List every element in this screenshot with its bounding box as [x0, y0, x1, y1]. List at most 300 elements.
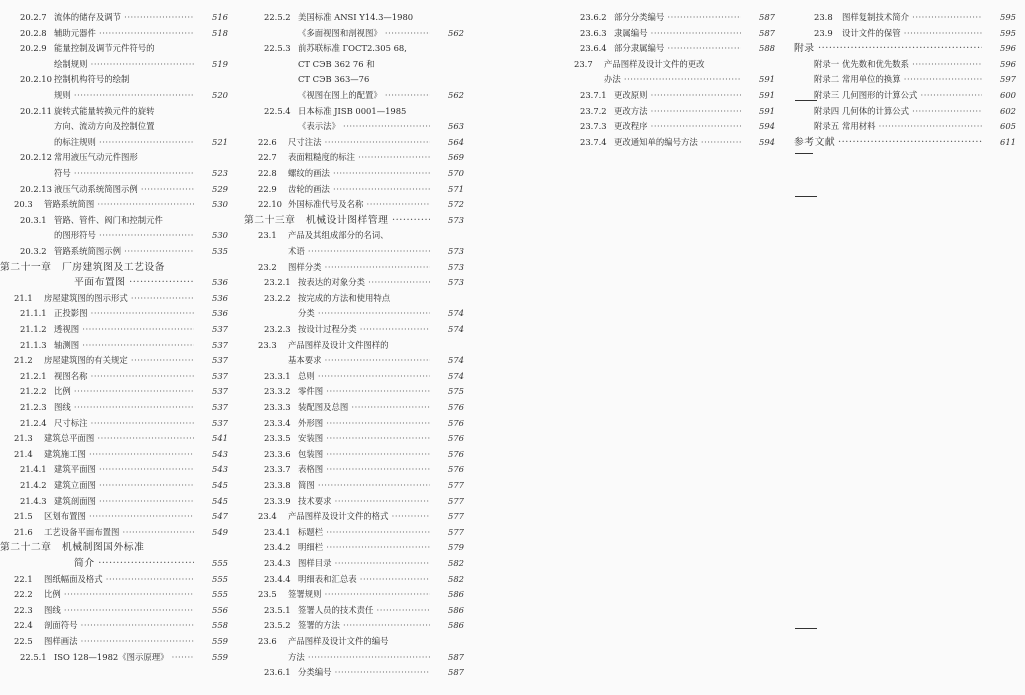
- toc-entry-page: 562: [448, 27, 464, 38]
- toc-entry-title: 房屋建筑图的图示形式 ·····: [44, 291, 194, 307]
- toc-entry-page: 573: [448, 214, 464, 225]
- toc-entry-number: 21.2.1: [20, 370, 47, 381]
- margin-rule-4: [795, 628, 817, 629]
- toc-entry: [244, 197, 464, 213]
- toc-entry-title: 辅助元器件 ·····: [54, 26, 194, 42]
- toc-entry-number: 20.2.9: [20, 43, 47, 54]
- toc-entry: [244, 260, 464, 276]
- toc-entry-page: 596: [1000, 58, 1016, 69]
- toc-entry: [244, 416, 464, 432]
- toc-entry-page: 530: [212, 199, 228, 210]
- toc-entry-title: 前苏联标准 ГОСТ2.305 68,: [298, 43, 407, 54]
- toc-entry-page: 591: [759, 90, 775, 100]
- toc-entry-page: 564: [448, 136, 464, 147]
- toc-entry-page: 588: [759, 43, 775, 54]
- toc-entry-title: 设计文件的保管 ·····: [842, 26, 982, 42]
- toc-entry-page: 519: [212, 58, 228, 69]
- toc-entry-title: 剖面符号 ·····: [44, 618, 194, 634]
- toc-entry: [244, 104, 464, 120]
- toc-entry-title: 控制机构符号的绘制: [54, 74, 130, 85]
- toc-entry: [244, 665, 464, 681]
- toc-entry-page: 587: [448, 651, 464, 662]
- toc-entry-page: 573: [448, 246, 464, 256]
- toc-entry: [0, 540, 228, 556]
- toc-entry-page: 576: [448, 417, 464, 428]
- toc-entry: [244, 634, 464, 650]
- toc-entry-number: 21.4.3: [20, 495, 47, 506]
- toc-entry-number: 21.1.3: [20, 339, 47, 350]
- toc-entry-number: 23.6: [258, 636, 277, 646]
- toc-entry-title: 隶属编号 ·····: [614, 26, 741, 42]
- toc-entry-page: 549: [212, 526, 228, 537]
- toc-entry-title: 更改程序 ·····: [614, 119, 741, 135]
- toc-entry-page: 555: [212, 573, 228, 584]
- toc-entry-title: 签署的方法 ·····: [298, 618, 430, 634]
- toc-entry-number: 23.3: [258, 339, 277, 350]
- toc-entry-number: 23.6.3: [580, 27, 607, 38]
- toc-entry-title: [818, 41, 982, 57]
- toc-entry-number: 23.1: [258, 230, 277, 241]
- toc-entry-page: 594: [759, 121, 775, 132]
- toc-entry-title: 技术要求 ·····: [298, 494, 430, 510]
- toc-entry: [794, 10, 1016, 26]
- toc-entry-number: 附录二: [814, 74, 840, 85]
- toc-entry-page: 569: [448, 152, 464, 163]
- toc-entry-title: 《多面视图和剖视图》 ·····: [298, 26, 430, 42]
- toc-entry: [794, 88, 1016, 104]
- toc-entry-title: 图纸幅面及格式 ·····: [44, 572, 194, 588]
- toc-entry-title: 《表示法》 ·····: [298, 119, 430, 135]
- toc-entry: [244, 525, 464, 541]
- toc-entry-number: 21.2.3: [20, 402, 47, 412]
- toc-entry-page: 574: [448, 308, 464, 319]
- toc-entry-number: 23.3.4: [264, 417, 291, 428]
- toc-entry: [0, 150, 228, 166]
- toc-entry-title: 更改原则 ·····: [614, 88, 741, 104]
- toc-entry-page: 559: [212, 636, 228, 646]
- toc-entry: [560, 26, 775, 42]
- toc-entry: [0, 213, 228, 229]
- toc-entry-title: 安装图 ·····: [298, 431, 430, 447]
- toc-entry-number: 23.3.9: [264, 495, 291, 506]
- toc-entry: [0, 400, 228, 416]
- toc-entry-number: 23.7.2: [580, 105, 607, 116]
- toc-entry: [794, 119, 1016, 135]
- toc-entry: [244, 572, 464, 588]
- toc-entry-number: 20.2.12: [20, 152, 52, 163]
- toc-entry-number: 21.2: [14, 355, 33, 366]
- toc-entry-page: 555: [212, 558, 228, 568]
- toc-entry: [0, 306, 228, 322]
- toc-entry-title: 按完成的方法和使用特点: [298, 292, 391, 303]
- toc-entry-title: 按表达的对象分类 ·····: [298, 275, 430, 291]
- toc-entry-page: 577: [448, 495, 464, 506]
- toc-entry-page: 596: [1000, 43, 1016, 54]
- toc-entry-title: 比例 ·····: [54, 384, 194, 400]
- toc-entry-page: 545: [212, 480, 228, 490]
- toc-entry-number: 附录: [794, 43, 815, 55]
- toc-entry-page: 587: [448, 667, 464, 678]
- toc-entry-page: 591: [759, 74, 775, 85]
- toc-entry: [560, 104, 775, 120]
- toc-entry-number: 22.5.1: [20, 651, 47, 662]
- toc-entry: [244, 57, 464, 73]
- toc-entry-number: 20.3: [14, 199, 33, 210]
- toc-entry: [0, 447, 228, 463]
- toc-entry: [244, 462, 464, 478]
- toc-entry-number: 22.5.2: [264, 12, 291, 22]
- toc-entry: [244, 41, 464, 57]
- toc-entry-page: 586: [448, 604, 464, 615]
- toc-entry-number: 23.3.5: [264, 433, 291, 444]
- toc-entry: [0, 10, 228, 26]
- toc-entry-title: 外形图 ·····: [298, 416, 430, 432]
- toc-entry-page: 523: [212, 168, 228, 178]
- toc-entry-page: 556: [212, 604, 228, 615]
- toc-entry-title: 常用单位的换算 ·····: [842, 72, 982, 88]
- toc-entry-number: 23.8: [814, 12, 833, 22]
- toc-entry: [0, 509, 228, 525]
- toc-entry-title: СТ СЭВ 363—76: [298, 74, 370, 85]
- toc-entry: [794, 104, 1016, 120]
- toc-entry-title: 区划布置图 ·····: [44, 509, 194, 525]
- toc-entry-page: 576: [448, 464, 464, 475]
- toc-entry-title: 方法 ·····: [288, 650, 430, 666]
- toc-entry-title: 签署人员的技术责任 ·····: [298, 603, 430, 619]
- toc-entry-page: 595: [1000, 12, 1016, 22]
- toc-entry: [0, 166, 228, 182]
- toc-entry-title: 规则 ·····: [54, 88, 194, 104]
- toc-entry-title: 图样复制技术简介 ·····: [842, 10, 982, 26]
- margin-rule-1: [795, 100, 817, 101]
- toc-entry-number: 22.1: [14, 573, 33, 584]
- toc-entry: [244, 135, 464, 151]
- toc-entry-number: 附录五: [814, 121, 840, 132]
- toc-entry: [244, 353, 464, 369]
- toc-entry: [560, 119, 775, 135]
- toc-entry: [244, 228, 464, 244]
- toc-entry-title: 建筑剖面图 ·····: [54, 494, 194, 510]
- toc-entry-number: 21.1.2: [20, 324, 47, 334]
- toc-entry: [0, 88, 228, 104]
- toc-entry-title: 液压气动系统简图示例 ·····: [54, 182, 194, 198]
- toc-entry-number: 23.2.2: [264, 292, 291, 303]
- toc-entry-title: 明细栏 ·····: [298, 540, 430, 556]
- toc-entry-number: 23.4.4: [264, 573, 291, 584]
- toc-entry-title: 产品图样及设计文件的编号: [288, 636, 389, 646]
- toc-entry-page: 582: [448, 573, 464, 584]
- toc-entry-number: 20.2.13: [20, 183, 52, 194]
- toc-entry: [0, 634, 228, 650]
- toc-entry-title: 图样分类 ·····: [288, 260, 430, 276]
- toc-entry-number: 第二十一章: [0, 261, 52, 273]
- toc-entry: [244, 322, 464, 338]
- toc-entry: [244, 603, 464, 619]
- toc-entry-page: 576: [448, 402, 464, 412]
- toc-entry: [0, 572, 228, 588]
- toc-entry: [244, 182, 464, 198]
- toc-entry-page: 605: [1000, 121, 1016, 132]
- toc-entry-number: 22.3: [14, 604, 33, 615]
- toc-entry-title: ISO 128—1982《图示原理》 ·····: [54, 650, 194, 666]
- toc-entry-title: 正投影图 ·····: [54, 306, 194, 322]
- toc-entry-title: 产品图样及设计文件图样的: [288, 339, 389, 350]
- toc-entry-number: 23.7: [574, 58, 593, 69]
- toc-entry-page: 577: [448, 526, 464, 537]
- toc-entry-title: 建筑施工图 ·····: [44, 447, 194, 463]
- toc-entry-number: 20.3.2: [20, 246, 47, 256]
- toc-entry-number: 23.2: [258, 261, 277, 272]
- toc-entry: [560, 10, 775, 26]
- toc-entry-page: 597: [1000, 74, 1016, 85]
- toc-entry-title: 管路、管件、阀门和控制元件: [54, 214, 163, 225]
- toc-entry-title: 简图 ·····: [298, 478, 430, 494]
- toc-entry: [244, 494, 464, 510]
- toc-entry-page: 586: [448, 589, 464, 600]
- toc-entry-page: 611: [1000, 136, 1016, 147]
- toc-entry: [560, 135, 775, 151]
- toc-entry-number: 23.6.4: [580, 43, 607, 54]
- toc-entry-page: 545: [212, 495, 228, 506]
- toc-entry-title: 的图形符号 ·····: [54, 228, 194, 244]
- toc-entry-number: 22.8: [258, 168, 277, 178]
- toc-entry-title: 管路系统简图示例 ·····: [54, 244, 194, 260]
- toc-entry-page: 594: [759, 136, 775, 147]
- toc-entry-page: 543: [212, 464, 228, 475]
- toc-entry: [244, 650, 464, 666]
- toc-entry: [244, 384, 464, 400]
- toc-entry-page: 558: [212, 620, 228, 631]
- toc-entry: [244, 166, 464, 182]
- toc-entry-page: 582: [448, 558, 464, 568]
- toc-entry: [560, 88, 775, 104]
- toc-entry-title: 尺寸注法 ·····: [288, 135, 430, 151]
- toc-entry: [0, 197, 228, 213]
- toc-entry-number: 20.2.7: [20, 12, 47, 22]
- toc-entry: [0, 104, 228, 120]
- toc-entry-page: 543: [212, 448, 228, 459]
- toc-entry-page: 537: [212, 402, 228, 412]
- toc-entry-number: 23.7.4: [580, 136, 607, 147]
- toc-entry-page: 579: [448, 542, 464, 553]
- margin-rule-2: [795, 153, 813, 154]
- toc-entry: [244, 338, 464, 354]
- toc-entry-title: 简介 ·····: [74, 556, 194, 572]
- toc-entry-number: 21.6: [14, 526, 33, 537]
- toc-entry-title: 螺纹的画法 ·····: [288, 166, 430, 182]
- toc-entry-title: 旋转式能量转换元件的旋转: [54, 105, 155, 116]
- toc-entry-title: 图线 ·····: [54, 400, 194, 416]
- toc-entry-number: 23.2.1: [264, 277, 291, 288]
- toc-entry-title: 透视图 ·····: [54, 322, 194, 338]
- toc-entry-page: 529: [212, 183, 228, 194]
- toc-entry-title: 标题栏 ·····: [298, 525, 430, 541]
- toc-entry-title: 明细表和汇总表 ·····: [298, 572, 430, 588]
- toc-entry-page: 563: [448, 121, 464, 132]
- toc-entry: [244, 556, 464, 572]
- toc-entry: [244, 369, 464, 385]
- toc-entry-page: 521: [212, 136, 228, 147]
- toc-entry: [244, 478, 464, 494]
- toc-entry-title: 优先数和优先数系 ·····: [842, 57, 982, 73]
- toc-entry-number: 附录四: [814, 105, 840, 116]
- toc-entry-page: 520: [212, 90, 228, 100]
- toc-entry-title: 分类 ·····: [298, 306, 430, 322]
- toc-entry-title: 表面粗糙度的标注 ·····: [288, 150, 430, 166]
- toc-entry: [0, 41, 228, 57]
- toc-entry-page: 577: [448, 480, 464, 490]
- toc-entry-title: 比例 ·····: [44, 587, 194, 603]
- toc-entry-title: 日本标准 JISB 0001—1985: [298, 105, 407, 116]
- toc-entry: [0, 431, 228, 447]
- toc-entry-number: 23.7.3: [580, 121, 607, 132]
- toc-entry-title: 绘制规则 ·····: [54, 57, 194, 73]
- toc-entry-title: 产品图样及设计文件的更改: [604, 58, 705, 69]
- toc-entry-number: 第二十二章: [0, 542, 52, 554]
- toc-entry-page: 575: [448, 386, 464, 397]
- toc-entry-title: 房屋建筑图的有关规定 ·····: [44, 353, 194, 369]
- toc-entry-number: 23.4.2: [264, 542, 291, 553]
- toc-entry-title: 轴测图 ·····: [54, 338, 194, 354]
- toc-entry-number: 23.4.3: [264, 558, 291, 568]
- toc-entry: [244, 431, 464, 447]
- toc-entry-number: 23.3.2: [264, 386, 291, 397]
- toc-entry-number: 21.5: [14, 511, 33, 522]
- toc-entry: [244, 119, 464, 135]
- toc-entry-page: 600: [1000, 90, 1016, 100]
- toc-entry-page: 572: [448, 199, 464, 210]
- toc-entry-page: 518: [212, 27, 228, 38]
- toc-entry-page: 555: [212, 589, 228, 600]
- toc-entry-page: 574: [448, 370, 464, 381]
- toc-entry-page: 541: [212, 433, 228, 444]
- toc-entry-page: 536: [212, 308, 228, 319]
- toc-entry: [0, 462, 228, 478]
- toc-entry-number: 22.9: [258, 183, 277, 194]
- toc-entry: [0, 587, 228, 603]
- toc-entry-page: 536: [212, 277, 228, 288]
- toc-entry-page: 591: [759, 105, 775, 116]
- toc-entry-number: 21.1: [14, 292, 33, 303]
- toc-entry: [0, 135, 228, 151]
- margin-rule-3: [795, 196, 817, 197]
- toc-entry: [794, 135, 1016, 151]
- toc-entry: [0, 291, 228, 307]
- toc-entry-number: 23.3.7: [264, 464, 291, 475]
- toc-entry-title: 尺寸标注 ·····: [54, 416, 194, 432]
- toc-entry-number: 附录三: [814, 90, 840, 100]
- toc-entry-number: 23.5.1: [264, 604, 291, 615]
- toc-entry-page: 537: [212, 339, 228, 350]
- toc-entry: [0, 556, 228, 572]
- toc-entry-title: 视图名称 ·····: [54, 369, 194, 385]
- toc-entry: [0, 353, 228, 369]
- toc-entry-number: 22.5.4: [264, 105, 291, 116]
- toc-entry-title: 外国标准代号及名称 ·····: [288, 197, 430, 213]
- toc-entry-title: 工艺设备平面布置图 ·····: [44, 525, 194, 541]
- toc-entry: [560, 41, 775, 57]
- toc-entry: [794, 26, 1016, 42]
- toc-entry-title: 包装图 ·····: [298, 447, 430, 463]
- toc-entry: [244, 447, 464, 463]
- toc-entry-number: 21.2.2: [20, 386, 47, 397]
- toc-entry-page: 530: [212, 230, 228, 241]
- toc-entry: [244, 26, 464, 42]
- toc-entry-page: 516: [212, 12, 228, 22]
- toc-entry: [244, 275, 464, 291]
- toc-entry: [0, 26, 228, 42]
- toc-entry-number: 23.7.1: [580, 90, 607, 100]
- toc-entry-title: 能量控制及调节元件符号的: [54, 43, 155, 54]
- toc-entry: [0, 478, 228, 494]
- toc-entry-page: 576: [448, 433, 464, 444]
- toc-entry-title: 的标注规则 ·····: [54, 135, 194, 151]
- toc-entry: [560, 72, 775, 88]
- toc-entry-page: 559: [212, 651, 228, 662]
- toc-entry-number: 22.5: [14, 636, 33, 646]
- toc-entry-number: 参考文献: [794, 136, 836, 148]
- toc-entry-page: 602: [1000, 105, 1016, 116]
- toc-entry-title: 签署规则 ·····: [288, 587, 430, 603]
- toc-entry-title: 管路系统简图 ·····: [44, 197, 194, 213]
- toc-entry-number: 21.2.4: [20, 417, 47, 428]
- toc-entry: [0, 275, 228, 291]
- toc-entry-number: 22.5.3: [264, 43, 291, 54]
- toc-entry-title: 总则 ·····: [298, 369, 430, 385]
- toc-entry-number: 21.4: [14, 448, 33, 459]
- toc-entry: [244, 150, 464, 166]
- toc-entry-number: 23.3.8: [264, 480, 291, 490]
- toc-entry: [0, 650, 228, 666]
- toc-entry-page: 573: [448, 277, 464, 288]
- toc-entry: [0, 603, 228, 619]
- toc-entry-page: 537: [212, 386, 228, 397]
- toc-entry-page: 570: [448, 168, 464, 178]
- toc-entry: [794, 57, 1016, 73]
- toc-entry-page: 574: [448, 355, 464, 366]
- toc-entry-title: 图样目录 ·····: [298, 556, 430, 572]
- toc-entry-title: 更改通知单的编号方法 ·····: [614, 135, 741, 151]
- toc-entry: [244, 213, 464, 229]
- toc-entry: [244, 88, 464, 104]
- toc-entry: [0, 228, 228, 244]
- toc-entry-page: 562: [448, 90, 464, 100]
- toc-entry-title: 平面布置图 ·····: [74, 275, 194, 291]
- toc-entry-title: 流体的储存及调节 ·····: [54, 10, 194, 26]
- toc-entry-number: 23.6.2: [580, 12, 607, 22]
- toc-entry-page: 586: [448, 620, 464, 631]
- toc-entry-page: 537: [212, 370, 228, 381]
- toc-entry-number: 21.4.2: [20, 480, 47, 490]
- toc-entry: [794, 41, 1016, 57]
- toc-entry-title: 表格图 ·····: [298, 462, 430, 478]
- toc-entry-title: 部分隶属编号 ·····: [614, 41, 741, 57]
- toc-entry-page: 587: [759, 27, 775, 38]
- toc-entry-number: 22.7: [258, 152, 277, 163]
- toc-entry: [0, 369, 228, 385]
- toc-entry-title: 部分分类编号 ·····: [614, 10, 741, 26]
- toc-entry-number: 21.4.1: [20, 464, 47, 475]
- toc-entry-title: 建筑平面图 ·····: [54, 462, 194, 478]
- toc-entry-title: 齿轮的画法 ·····: [288, 182, 430, 198]
- toc-entry-page: 595: [1000, 27, 1016, 38]
- toc-entry-title: 更改方法 ·····: [614, 104, 741, 120]
- toc-entry-title: 机械制图国外标准: [62, 542, 145, 554]
- toc-entry-number: 23.3.1: [264, 370, 291, 381]
- toc-entry: [0, 72, 228, 88]
- toc-entry-number: 第二十三章: [244, 214, 296, 226]
- toc-entry-title: 厂房建筑图及工艺设备: [62, 261, 165, 273]
